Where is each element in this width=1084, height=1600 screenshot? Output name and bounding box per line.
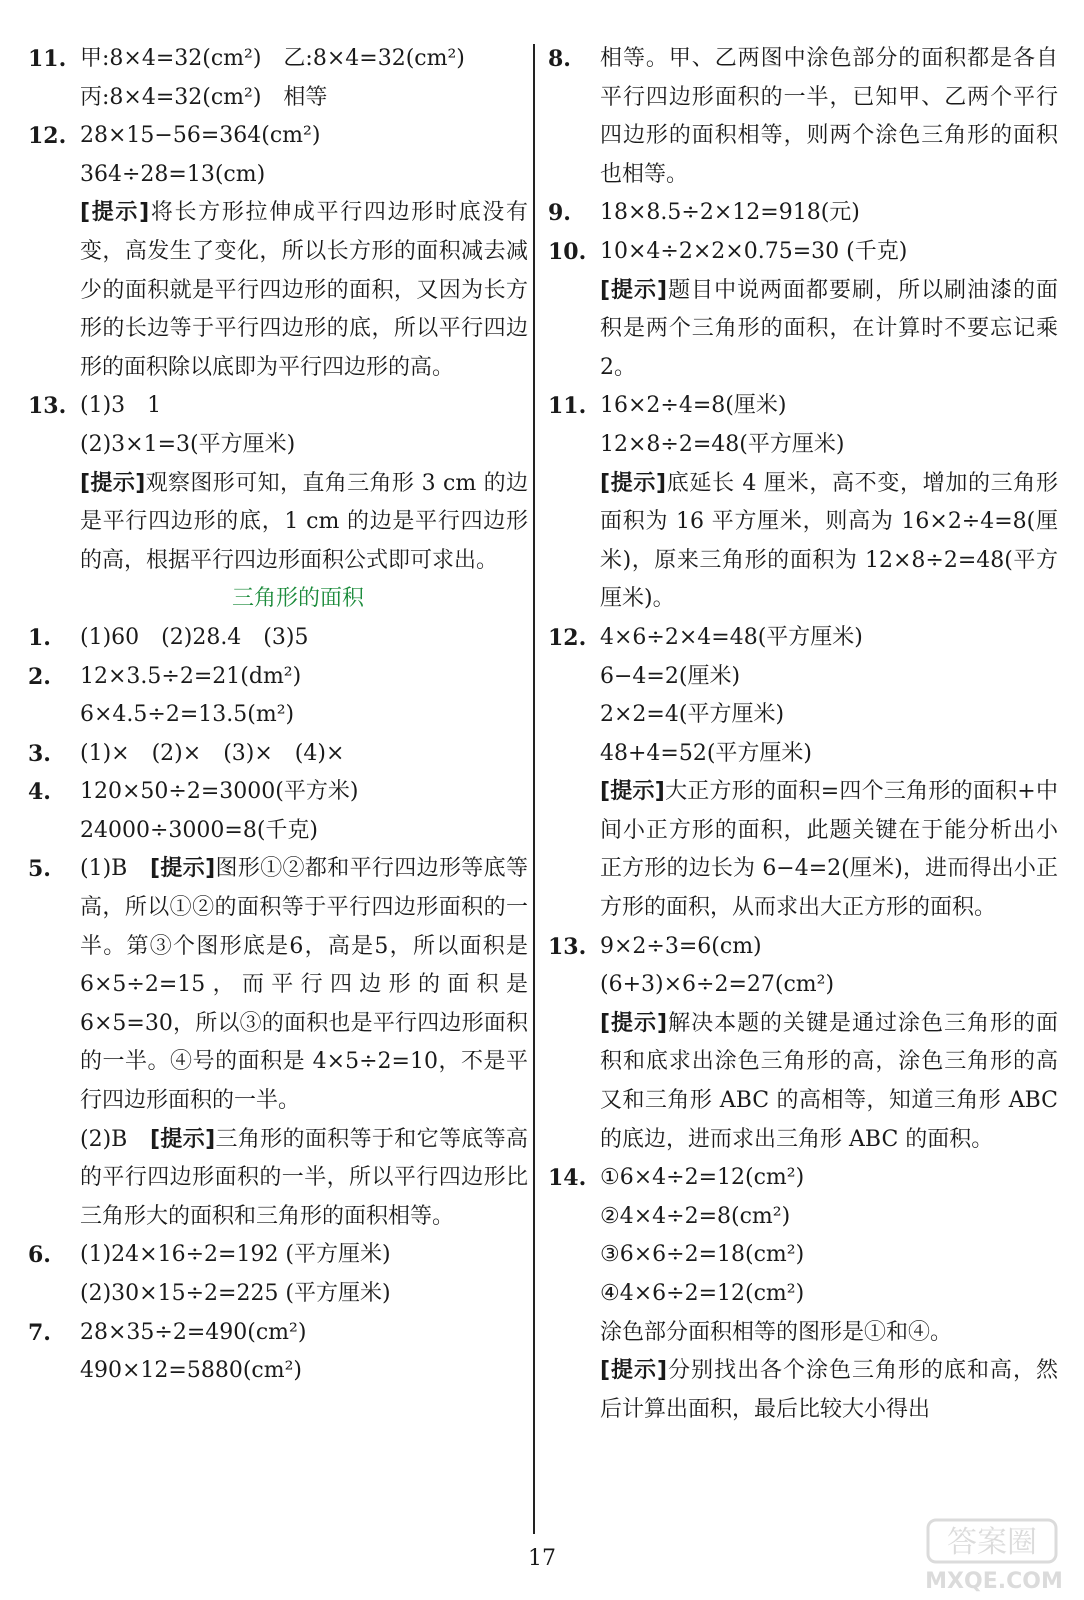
answer-line: 12×8÷2=48(平方厘米) <box>600 431 845 457</box>
answer-s7 <box>28 1314 528 1391</box>
answer-line: ②4×4÷2=8(cm²) <box>600 1203 791 1229</box>
hint-text: 分别找出各个涂色三角形的底和高，然后计算出面积，最后比较大小得出 <box>600 1358 1058 1422</box>
hint-paragraph <box>600 465 1058 619</box>
answer-line: 28×15−56=364(cm²) <box>80 123 321 149</box>
answer-line: 16×2÷4=8(厘米) <box>600 393 787 419</box>
item-number: 14. <box>548 1165 587 1192</box>
answer-s9 <box>548 194 1058 233</box>
hint-text: 题目中说两面都要刷，所以刷油漆的面积是两个三角形的面积，在计算时不要忘记乘 2。 <box>600 277 1058 380</box>
hint-label: [提示] <box>600 470 667 496</box>
answer-line: 24000÷3000=8(千克) <box>80 817 319 843</box>
item-number: 7. <box>28 1319 51 1346</box>
hint-text: 三角形的面积等于和它等底等高的平行四边形面积的一半，所以平行四边形比三角形大的面积和三角形的面积相等。 <box>80 1126 528 1229</box>
hint-label: [提示] <box>150 1126 216 1152</box>
item-number: 8. <box>548 46 571 72</box>
page-number: 17 <box>528 1546 556 1571</box>
answer-line: 120×50÷2=3000(平方米) <box>80 779 359 805</box>
answer-11 <box>28 40 528 117</box>
answer-line: ③6×6÷2=18(cm²) <box>600 1242 805 1268</box>
answer-line: (1)3 1 <box>80 393 162 419</box>
item-number: 6. <box>28 1242 51 1269</box>
answer-line: 2×2=4(平方厘米) <box>600 702 785 728</box>
answer-s4 <box>28 773 528 850</box>
answer-s11 <box>548 387 1058 619</box>
hint-label: [提示] <box>600 277 668 303</box>
answer-line: 甲:8×4=32(cm²) 乙:8×4=32(cm²) <box>80 46 465 71</box>
hint-paragraph <box>80 1121 528 1237</box>
right-column <box>548 40 1058 1429</box>
answer-line: 6−4=2(厘米) <box>600 663 741 689</box>
answer-s13 <box>548 928 1058 1160</box>
hint-text: 大正方形的面积=四个三角形的面积+中间小正方形的面积，此题关键在于能分析出小正方形的边长为 6−4=2(厘米)，进而得出小正方形的面积，从而求出大正方形的面积。 <box>600 779 1058 921</box>
hint-label: [提示] <box>80 200 150 226</box>
answer-line: (1)60 (2)28.4 (3)5 <box>80 624 309 650</box>
answer-line: 364÷28=13(cm) <box>80 161 266 187</box>
item-number: 12. <box>548 624 587 651</box>
hint-paragraph <box>600 1005 1058 1159</box>
item-number: 11. <box>548 393 587 420</box>
item-number: 13. <box>28 393 67 420</box>
answer-paragraph: 相等。甲、乙两图中涂色部分的面积都是各自平行四边形面积的一半，已知甲、乙两个平行四边形的面积相等，则两个涂色三角形的面积也相等。 <box>600 46 1058 187</box>
answer-line: (1)24×16÷2=192 (平方厘米) <box>80 1242 391 1268</box>
hint-text: 观察图形可知，直角三角形 3 cm 的边是平行四边形的底，1 cm 的边是平行四边形的高，根据平行四边形面积公式即可求出。 <box>80 470 528 573</box>
item-number: 1. <box>28 624 51 651</box>
item-number: 10. <box>548 238 587 265</box>
answer-line: (2)3×1=3(平方厘米) <box>80 431 296 457</box>
hint-paragraph <box>600 272 1058 388</box>
column-divider <box>533 44 535 1534</box>
hint-label: [提示] <box>80 470 146 496</box>
answer-line: ①6×4÷2=12(cm²) <box>600 1165 805 1191</box>
answer-line: 490×12=5880(cm²) <box>80 1358 303 1384</box>
answer-line: (1)× (2)× (3)× (4)× <box>80 740 345 766</box>
hint-paragraph <box>80 194 528 387</box>
hint-paragraph <box>80 850 528 1120</box>
answer-13 <box>28 387 528 580</box>
hint-paragraph <box>80 465 528 581</box>
answer-s2 <box>28 658 528 735</box>
answer-12 <box>28 117 528 387</box>
answer-s5 <box>28 850 528 1236</box>
watermark-text-cn: 答案圈 <box>947 1525 1037 1560</box>
hint-label: [提示] <box>150 856 216 882</box>
answer-line: 丙:8×4=32(cm²) 相等 <box>80 84 328 110</box>
answer-choice: (2)B <box>80 1126 151 1152</box>
answer-s12 <box>548 619 1058 928</box>
hint-label: [提示] <box>600 1358 668 1384</box>
answer-line: (2)30×15÷2=225 (平方厘米) <box>80 1281 391 1306</box>
answer-line: (6+3)×6÷2=27(cm²) <box>600 972 835 998</box>
watermark-text-url: MXQE.COM <box>925 1569 1063 1594</box>
section-title: 三角形的面积 <box>231 586 364 612</box>
answer-line: ④4×6÷2=12(cm²) <box>600 1281 805 1306</box>
hint-text: 底延长 4 厘米，高不变，增加的三角形面积为 16 平方厘米，则高为 16×2÷4=8(厘米)，原来三角形的面积为 12×8÷2=48(平方厘米)。 <box>600 470 1058 612</box>
hint-text: 图形①②都和平行四边形等底等高，所以①②的面积等于平行四边形面积的一半。第③个图形底是6，高是5，所以面积是 6×5÷2=15，而平行四边形的面积是 6×5=30，所以③的面积也是平行四边形面积的一半。④号的面积是 4×5÷2=10，不是平行四边形面积的一半。 <box>80 856 528 1114</box>
item-number: 13. <box>548 933 587 960</box>
left-column <box>28 40 528 1391</box>
answer-choice: (1)B <box>80 856 151 882</box>
item-number: 11. <box>28 46 67 72</box>
answer-line: 9×2÷3=6(cm) <box>600 933 762 959</box>
hint-text: 解决本题的关键是通过涂色三角形的面积和底求出涂色三角形的高，涂色三角形的高又和三角形 ABC 的高相等，知道三角形 ABC 的底边，进而求出三角形 ABC 的面积。 <box>600 1010 1058 1152</box>
answer-s8 <box>548 40 1058 194</box>
hint-text: 将长方形拉伸成平行四边形时底没有变，高发生了变化，所以长方形的面积减去减少的面积就是平行四边形的面积，又因为长方形的长边等于平行四边形的底，所以平行四边形的面积除以底即为平行四边形的高。 <box>80 200 528 380</box>
hint-paragraph <box>600 1352 1058 1429</box>
answer-line: 10×4÷2×2×0.75=30 (千克) <box>600 238 908 264</box>
hint-label: [提示] <box>600 1010 668 1036</box>
item-number: 4. <box>28 779 51 806</box>
answer-line: 6×4.5÷2=13.5(m²) <box>80 702 295 728</box>
answer-s10 <box>548 233 1058 387</box>
answer-s3 <box>28 735 528 774</box>
answer-line: 4×6÷2×4=48(平方厘米) <box>600 624 863 650</box>
answer-s6 <box>28 1236 528 1313</box>
answer-s14 <box>548 1159 1058 1429</box>
hint-label: [提示] <box>600 779 665 805</box>
answer-s1 <box>28 619 528 658</box>
answer-line: 18×8.5÷2×12=918(元) <box>600 200 860 226</box>
item-number: 3. <box>28 740 51 767</box>
item-number: 5. <box>28 856 51 883</box>
answer-line: 涂色部分面积相等的图形是①和④。 <box>600 1319 953 1345</box>
answer-line: 48+4=52(平方厘米) <box>600 740 813 766</box>
item-number: 9. <box>548 200 571 227</box>
item-number: 2. <box>28 663 51 690</box>
item-number: 12. <box>28 123 67 150</box>
answer-line: 28×35÷2=490(cm²) <box>80 1319 307 1345</box>
answer-line: 12×3.5÷2=21(dm²) <box>80 663 302 689</box>
watermark-logo <box>920 1516 1070 1594</box>
hint-paragraph <box>600 773 1058 927</box>
